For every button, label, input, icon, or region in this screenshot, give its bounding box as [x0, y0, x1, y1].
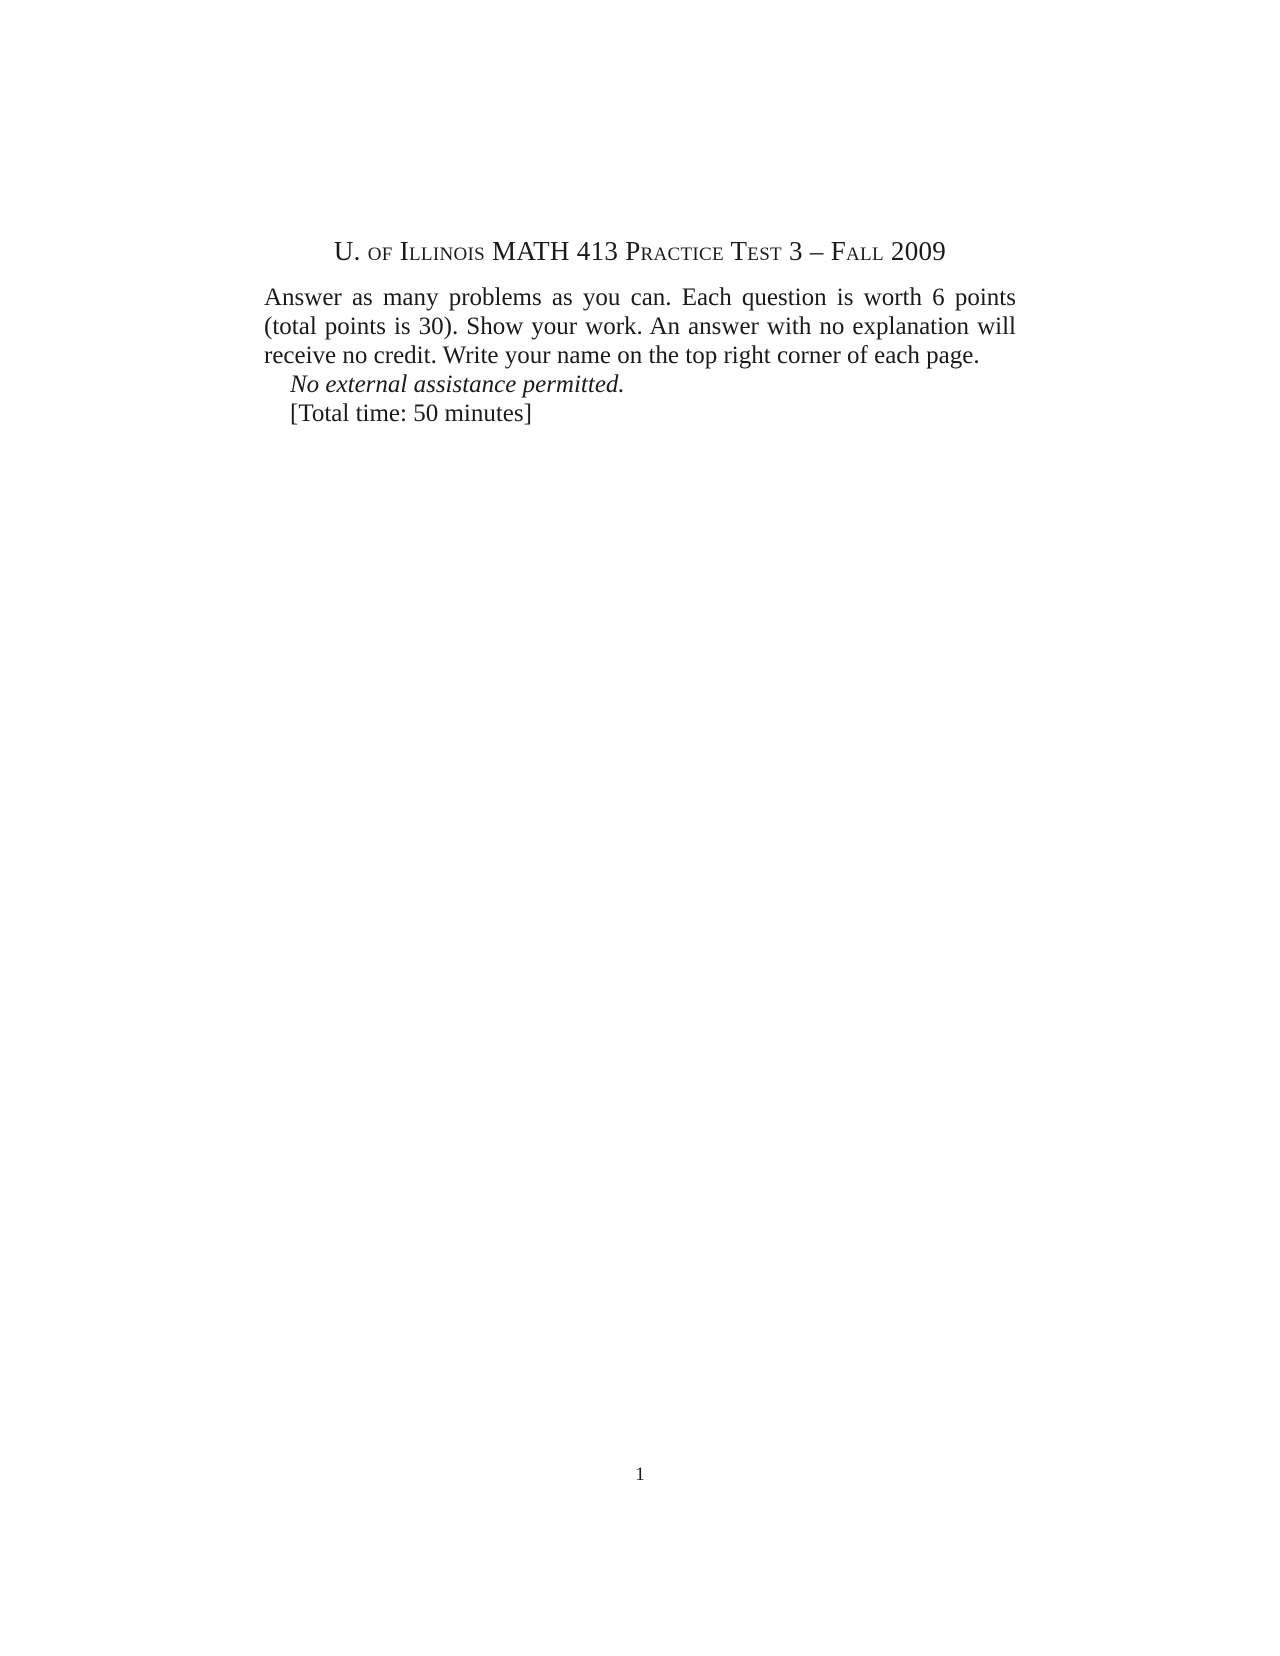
instructions-paragraph: Answer as many problems as you can. Each question is worth 6 points (total points is 30). Show your work. An answer with no explanation will receive no credit. Write your name on the top right corner of each page. [264, 284, 1016, 369]
instructions-block [264, 283, 1016, 428]
page-title: U. of Illinois MATH 413 Practice Test 3 – Fall 2009 [333, 236, 947, 266]
time-note: [Total time: 50 minutes] [290, 400, 532, 427]
page-number: 1 [635, 1464, 645, 1485]
assistance-note: No external assistance permitted. [290, 371, 625, 398]
